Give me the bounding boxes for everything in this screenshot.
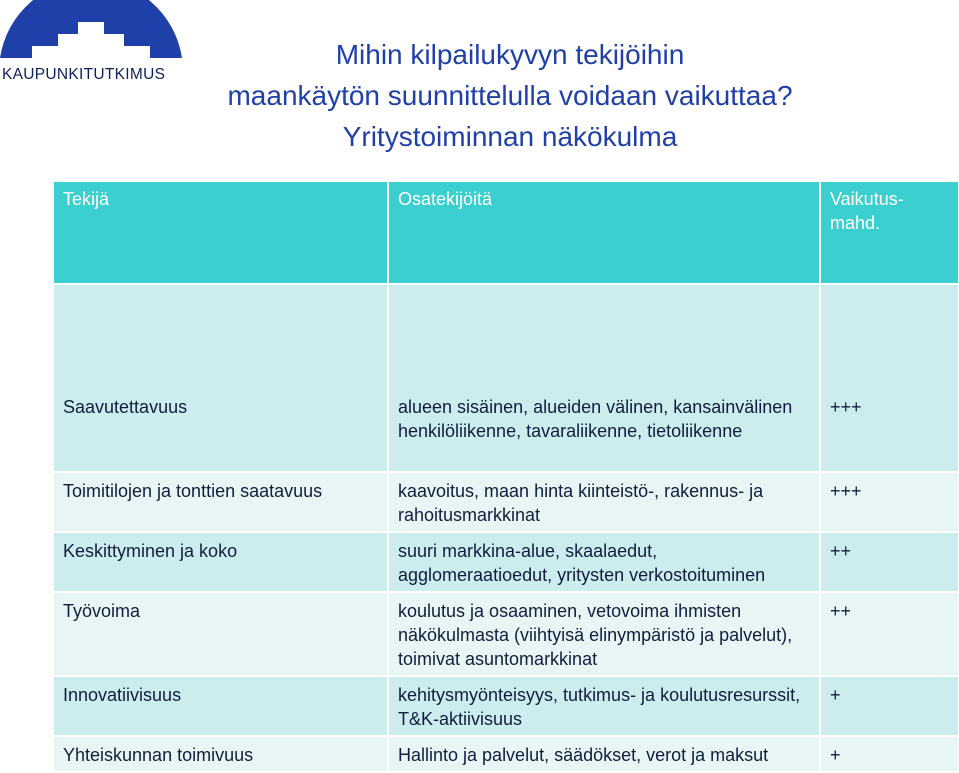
city-skyline-logo-icon: [0, 0, 185, 65]
cell-subfactors: suuri markkina-alue, skaalaedut, agglomeraatioedut, yritysten verkostoituminen: [388, 532, 820, 592]
table-row: [53, 532, 959, 592]
header-subfactors: Osatekijöitä: [388, 181, 820, 284]
title-line: Mihin kilpailukyvyn tekijöihin: [335, 39, 685, 70]
table-row: [53, 284, 959, 472]
cell-impact: ++: [820, 532, 959, 592]
logo-text: KAUPUNKITUTKIMUS: [2, 66, 166, 83]
title-line: Yritystoiminnan näkökulma: [342, 121, 678, 152]
table-row: [53, 736, 959, 772]
title-line: maankäytön suunnittelulla voidaan vaikuttaa?: [227, 80, 793, 111]
logo: [0, 0, 185, 90]
table-row: [53, 676, 959, 736]
header-factor: Tekijä: [53, 181, 388, 284]
cell-factor: Saavutettavuus: [53, 284, 388, 472]
cell-impact: +++: [820, 284, 959, 472]
header-impact: Vaikutus- mahd.: [820, 181, 959, 284]
cell-subfactors: Hallinto ja palvelut, säädökset, verot ja maksut: [388, 736, 820, 772]
cell-impact: +: [820, 676, 959, 736]
factors-table: [52, 180, 959, 773]
cell-impact: +++: [820, 472, 959, 532]
cell-factor: Keskittyminen ja koko: [53, 532, 388, 592]
table-row: [53, 472, 959, 532]
cell-factor: Innovatiivisuus: [53, 676, 388, 736]
page-title: [190, 34, 830, 157]
cell-subfactors: kehitysmyönteisyys, tutkimus- ja koulutusresurssit, T&K-aktiivisuus: [388, 676, 820, 736]
cell-subfactors: koulutus ja osaaminen, vetovoima ihmisten näkökulmasta (viihtyisä elinympäristö ja palvelut), toimivat asuntomarkkinat: [388, 592, 820, 676]
table-header-row: [53, 181, 959, 284]
cell-factor: Yhteiskunnan toimivuus: [53, 736, 388, 772]
table-row: [53, 592, 959, 676]
cell-factor: Toimitilojen ja tonttien saatavuus: [53, 472, 388, 532]
cell-impact: ++: [820, 592, 959, 676]
cell-impact: +: [820, 736, 959, 772]
cell-subfactors: alueen sisäinen, alueiden välinen, kansainvälinen henkilöliikenne, tavaraliikenne, tietoliikenne: [388, 284, 820, 472]
cell-subfactors: kaavoitus, maan hinta kiinteistö-, rakennus- ja rahoitusmarkkinat: [388, 472, 820, 532]
cell-factor: Työvoima: [53, 592, 388, 676]
